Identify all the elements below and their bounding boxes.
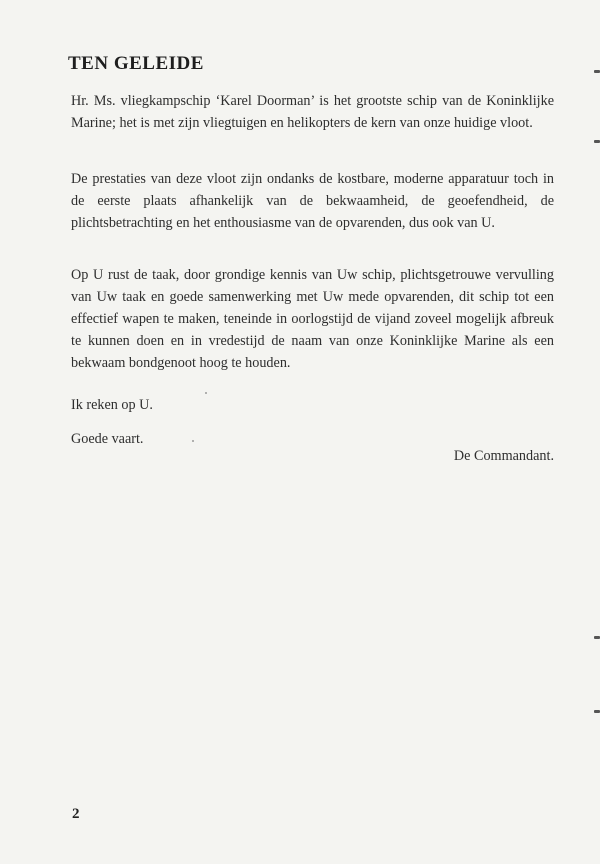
binding-mark [594,140,600,143]
binding-mark [594,70,600,73]
signature: De Commandant. [453,448,554,464]
binding-mark [594,636,600,639]
page-number: 2 [72,806,80,822]
binding-mark [594,710,600,713]
paragraph-reliance: Ik reken op U. [71,397,153,413]
paper-speck [192,440,194,442]
paragraph-task: Op U rust de taak, door grondige kennis van Uw schip, plichtsgetrouwe vervulling van Uw taak en goede samenwerking met Uw mede opvarenden, dit schip tot een effectief wapen te maken, teneinde in oorlogstijd de vijand zoveel mogelijk afbreuk te kunnen doen en in vredestijd de naam van onze Koninklijke Marine als een bekwaam bondgenoot hoog te houden. [71,267,554,371]
paragraph-farewell: Goede vaart. [71,431,144,447]
paragraph-performance: De prestaties van deze vloot zijn ondanks de kostbare, moderne apparatuur toch in de eerste plaats afhankelijk van de bekwaamheid, de geoefendheid, de plichtsbetrachting en het enthousiasme van de opvarenden, dus ook van U. [71,171,554,231]
paper-speck [205,392,207,394]
page-title: TEN GELEIDE [68,53,204,74]
paragraph-intro: Hr. Ms. vliegkampschip ‘Karel Doorman’ is het grootste schip van de Koninklijke Marine; het is met zijn vliegtuigen en helikopters de kern van onze huidige vloot. [71,93,554,131]
